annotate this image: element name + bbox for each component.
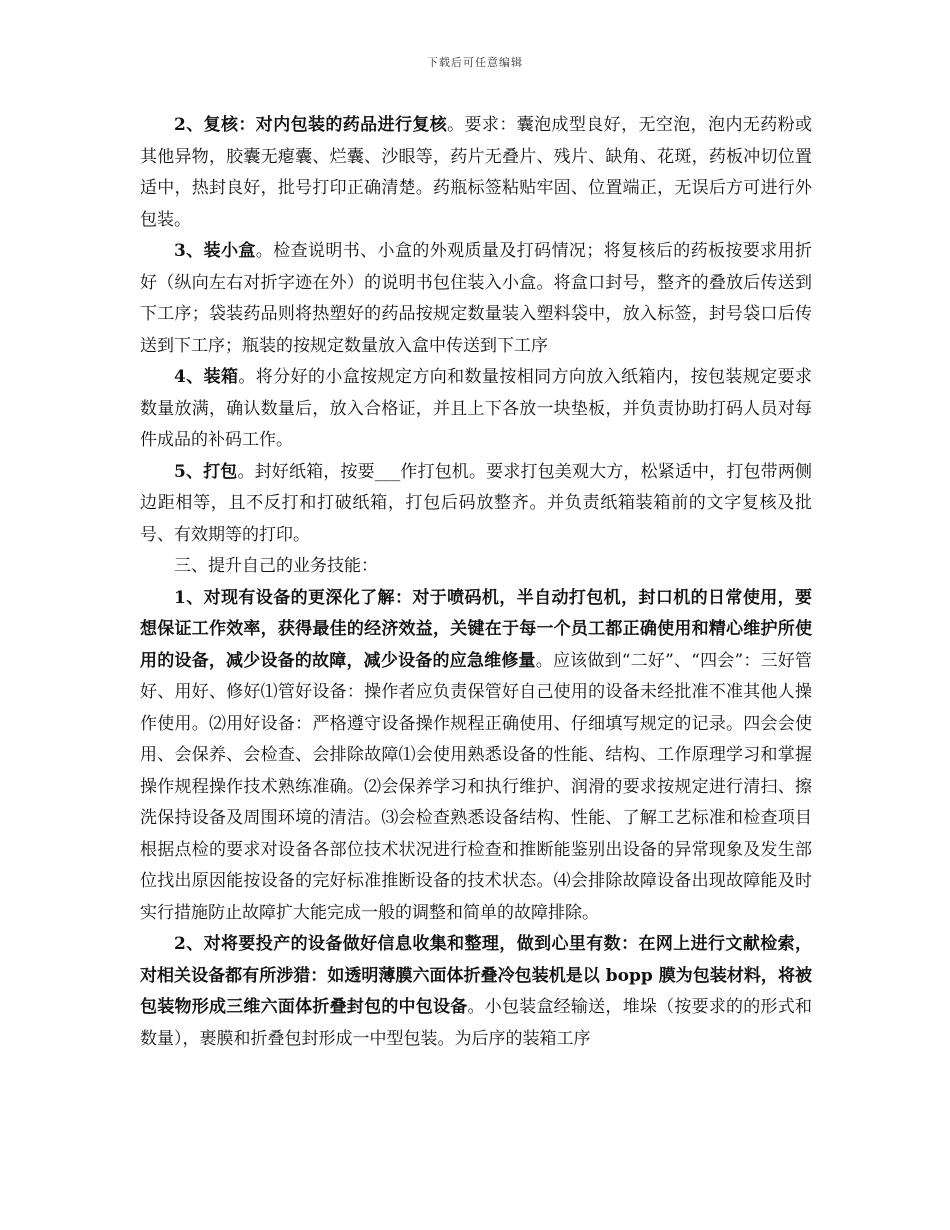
paragraph-text: 。小包装盒经输送，堆垛（按要求的的形式和数量），裹膜和折叠包封形成一中型包装。为后序的装箱工序 xyxy=(140,997,812,1049)
paragraph-recheck xyxy=(140,110,812,236)
paragraph-heading: 4、装箱 xyxy=(174,367,239,387)
paragraph-text: 三、提升自己的业务技能： xyxy=(174,556,378,576)
paragraph-text: 。要求：囊泡成型良好，无空泡，泡内无药粉或其他异物，胶囊无瘪囊、烂囊、沙眼等，药片无叠片、残片、缺角、花斑，药板冲切位置适中，热封良好，批号打印正确清楚。药瓶标签粘贴牢固、位置端正，无误后方可进行外包装。 xyxy=(140,115,813,230)
paragraph-heading: 1、对现有设备的更深化了解：对于喷码机，半自动打包机，封口机的日常使用，要想保证工作效率，获得最佳的经济效益，关键在于每一个员工都正确使用和精心维护所使用的设备，减少设备的故障，减少设备的应急维修量 xyxy=(140,587,812,671)
paragraph-boxing xyxy=(140,362,812,457)
section-heading-skills xyxy=(140,551,812,583)
document-body xyxy=(140,110,812,1055)
paragraph-heading: 5、打包 xyxy=(174,461,238,482)
paragraph-text: 。将分好的小盒按规定方向和数量按相同方向放入纸箱内，按包装规定要求数量放满，确认数量后，放入合格证，并且上下各放一块垫板，并负责协助打码人员对每件成品的补码工作。 xyxy=(140,367,812,450)
paragraph-small-box xyxy=(140,236,812,362)
paragraph-heading: 3、装小盒 xyxy=(174,241,256,261)
paragraph-new-equipment xyxy=(140,929,812,1055)
paragraph-heading: 2、对将要投产的设备做好信息收集和整理，做到心里有数：在网上进行文献检索，对相关设备都有所涉猎：如透明薄膜六面体折叠冷包装机是以 bopp 膜为包装材料，将被包装物形成三维六面体折叠封包的中包设备 xyxy=(140,934,812,1017)
paragraph-equipment-understanding xyxy=(140,583,812,930)
paragraph-heading: 2、复核：对内包装的药品进行复核 xyxy=(174,115,448,135)
paragraph-text: 。应该做到“二好”、“四会”：三好管好、用好、修好⑴管好设备：操作者应负责保管好自己使用的设备未经批准不准其他人操作使用。⑵用好设备：严格遵守设备操作规程正确使用、仔细填写规定的记录。四会会使用、会保养、会检查、会排除故障⑴会使用熟悉设备的性能、结构、工作原理学习和掌握操作规程操作技术熟练准确。⑵会保养学习和执行维护、润滑的要求按规定进行清扫、擦洗保持设备及周围环境的清洁。⑶会检查熟悉设备结构、性能、了解工艺标准和检查项目根据点检的要求对设备各部位技术状况进行检查和推断能鉴别出设备的异常现象及发生部位找出原因能按设备的完好标准推断设备的技术状态。⑷会排除故障设备出现故障能及时实行措施防止故障扩大能完成一般的调整和简单的故障排除。 xyxy=(140,650,812,923)
page-header: 下载后可任意编辑 xyxy=(427,56,523,69)
paragraph-text: 。检查说明书、小盒的外观质量及打码情况；将复核后的药板按要求用折好（纵向左右对折字迹在外）的说明书包住装入小盒。将盒口封号，整齐的叠放后传送到下工序；袋装药品则将热塑好的药品按规定数量装入塑料袋中，放入标签，封号袋口后传送到下工序；瓶装的按规定数量放入盒中传送到下工序 xyxy=(140,241,812,356)
paragraph-text: 。封好纸箱，按要___作打包机。要求打包美观大方，松紧适中，打包带两侧边距相等，且不反打和打破纸箱，打包后码放整齐。并负责纸箱装箱前的文字复核及批号、有效期等的打印。 xyxy=(140,461,812,545)
paragraph-packing xyxy=(140,457,812,552)
